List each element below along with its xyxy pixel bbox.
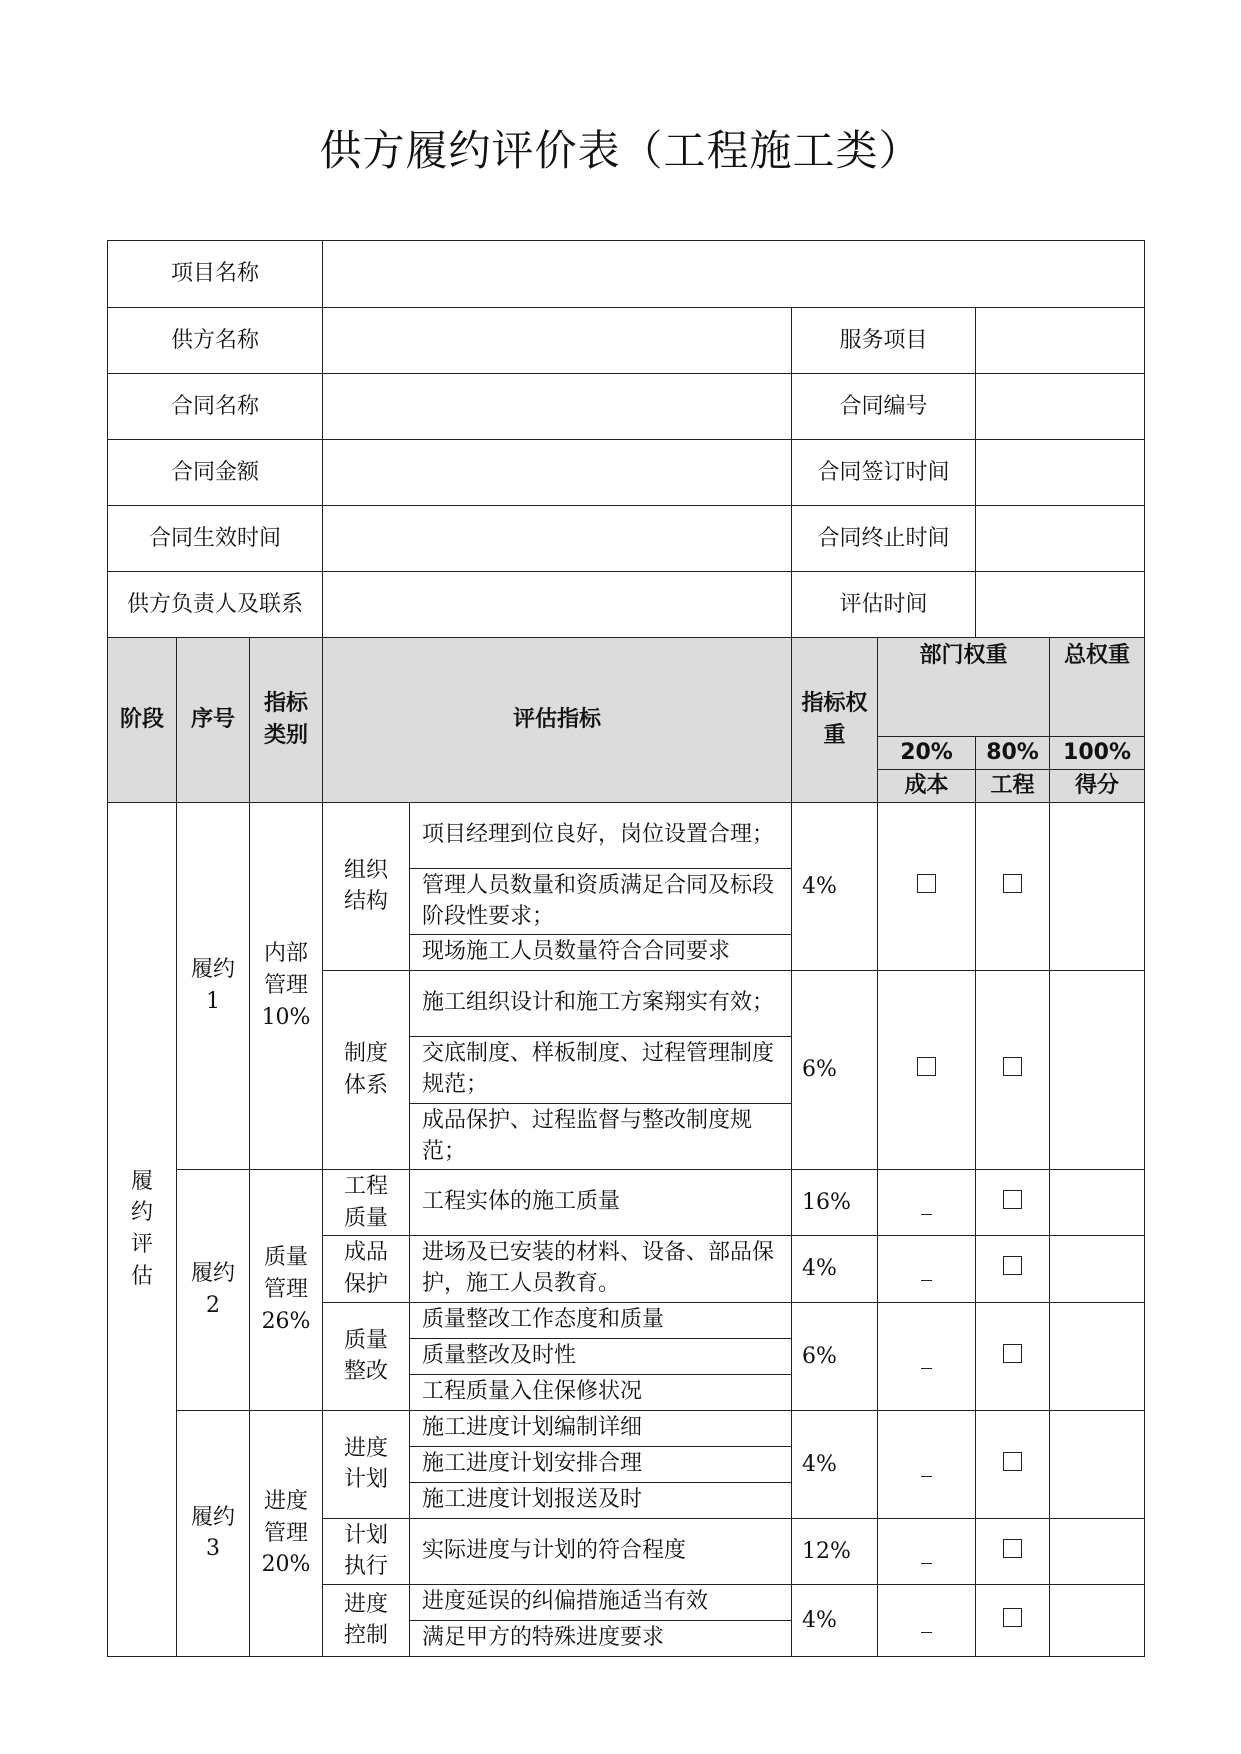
dash-icon — [921, 1280, 932, 1281]
indicator-item: 项目经理到位良好，岗位设置合理； — [410, 802, 792, 868]
group-category: 进度管理20% — [250, 1410, 323, 1656]
eng-mark[interactable] — [976, 1302, 1050, 1410]
header-seq: 序号 — [177, 638, 250, 803]
checkbox-icon[interactable] — [917, 1057, 936, 1076]
header-dept-weight: 部门权重 — [878, 638, 1050, 737]
dash-icon — [921, 1476, 932, 1477]
eng-mark[interactable] — [976, 1584, 1050, 1656]
score-cell[interactable] — [1050, 1410, 1145, 1518]
cost-mark[interactable] — [878, 1518, 976, 1584]
indicator-weight: 16% — [792, 1170, 878, 1236]
subgroup-name: 进度计划 — [323, 1410, 410, 1518]
indicator-weight: 6% — [792, 971, 878, 1170]
end-date-label: 合同终止时间 — [792, 506, 976, 572]
cost-mark[interactable] — [878, 1584, 976, 1656]
group-seq: 履约2 — [177, 1170, 250, 1411]
eng-mark[interactable] — [976, 1236, 1050, 1303]
eng-mark[interactable] — [976, 1170, 1050, 1236]
header-total-pct: 100% — [1050, 737, 1144, 770]
eng-mark[interactable] — [976, 1518, 1050, 1584]
indicator-item: 施工组织设计和施工方案翔实有效； — [410, 971, 792, 1037]
end-date-value[interactable] — [976, 506, 1145, 572]
indicator-item: 质量整改工作态度和质量 — [410, 1302, 792, 1338]
indicator-item: 进度延误的纠偏措施适当有效 — [410, 1584, 792, 1620]
header-indicator-weight: 指标权重 — [792, 638, 878, 803]
subgroup-name: 工程质量 — [323, 1170, 410, 1236]
eng-mark[interactable] — [976, 802, 1050, 970]
indicator-item: 现场施工人员数量符合合同要求 — [410, 935, 792, 971]
indicator-item: 进场及已安装的材料、设备、部品保护，施工人员教育。 — [410, 1236, 792, 1303]
indicator-weight: 6% — [792, 1302, 878, 1410]
indicator-weight: 12% — [792, 1518, 878, 1584]
indicator-weight: 4% — [792, 802, 878, 970]
score-cell[interactable] — [1050, 971, 1145, 1170]
dash-icon — [921, 1632, 932, 1633]
cost-mark[interactable] — [878, 971, 976, 1170]
contract-no-value[interactable] — [976, 374, 1145, 440]
subgroup-name: 质量整改 — [323, 1302, 410, 1410]
subgroup-name: 进度控制 — [323, 1584, 410, 1656]
project-name-value[interactable] — [323, 241, 1145, 308]
score-cell[interactable] — [1050, 802, 1145, 970]
subgroup-name: 计划执行 — [323, 1518, 410, 1584]
contract-amount-value[interactable] — [323, 440, 792, 506]
dash-icon — [921, 1368, 932, 1369]
checkbox-icon[interactable] — [1003, 1344, 1022, 1363]
project-name-label: 项目名称 — [108, 241, 323, 308]
header-cost-col — [878, 737, 976, 803]
subgroup-name: 成品保护 — [323, 1236, 410, 1303]
checkbox-icon[interactable] — [1003, 1057, 1022, 1076]
eval-date-label: 评估时间 — [792, 572, 976, 638]
subgroup-name: 制度体系 — [323, 971, 410, 1170]
indicator-item: 施工进度计划报送及时 — [410, 1482, 792, 1518]
effective-date-label: 合同生效时间 — [108, 506, 323, 572]
header-total-weight: 总权重 — [1050, 638, 1145, 737]
score-cell[interactable] — [1050, 1518, 1145, 1584]
eng-mark[interactable] — [976, 1410, 1050, 1518]
checkbox-icon[interactable] — [1003, 1452, 1022, 1471]
dash-icon — [921, 1214, 932, 1215]
indicator-item: 工程实体的施工质量 — [410, 1170, 792, 1236]
indicator-item: 施工进度计划编制详细 — [410, 1410, 792, 1446]
supplier-name-value[interactable] — [323, 308, 792, 374]
cost-mark[interactable] — [878, 802, 976, 970]
header-eng-pct: 80% — [976, 737, 1049, 770]
checkbox-icon[interactable] — [1003, 1539, 1022, 1558]
subgroup-name: 组织结构 — [323, 802, 410, 970]
indicator-item: 管理人员数量和资质满足合同及标段阶段性要求； — [410, 868, 792, 935]
eng-mark[interactable] — [976, 971, 1050, 1170]
dash-icon — [921, 1563, 932, 1564]
service-item-label: 服务项目 — [792, 308, 976, 374]
evaluation-table — [107, 240, 1145, 1657]
indicator-weight: 4% — [792, 1236, 878, 1303]
header-eng: 工程 — [990, 772, 1035, 798]
indicator-item: 成品保护、过程监督与整改制度规范； — [410, 1103, 792, 1170]
contract-name-value[interactable] — [323, 374, 792, 440]
service-item-value[interactable] — [976, 308, 1145, 374]
cost-mark[interactable] — [878, 1170, 976, 1236]
header-cost: 成本 — [904, 772, 949, 798]
indicator-item: 交底制度、样板制度、过程管理制度规范； — [410, 1037, 792, 1104]
contract-name-label: 合同名称 — [108, 374, 323, 440]
sign-date-label: 合同签订时间 — [792, 440, 976, 506]
checkbox-icon[interactable] — [1003, 1608, 1022, 1627]
header-cost-pct: 20% — [878, 737, 975, 770]
checkbox-icon[interactable] — [1003, 1190, 1022, 1209]
score-cell[interactable] — [1050, 1302, 1145, 1410]
eval-date-value[interactable] — [976, 572, 1145, 638]
document-title: 供方履约评价表（工程施工类） — [319, 126, 922, 175]
checkbox-icon[interactable] — [917, 874, 936, 893]
group-category: 内部管理10% — [250, 802, 323, 1170]
score-cell[interactable] — [1050, 1236, 1145, 1303]
group-seq: 履约1 — [177, 802, 250, 1170]
contract-no-label: 合同编号 — [792, 374, 976, 440]
contract-amount-label: 合同金额 — [108, 440, 323, 506]
header-score: 得分 — [1075, 772, 1120, 798]
indicator-item: 工程质量入住保修状况 — [410, 1374, 792, 1410]
header-indicator: 评估指标 — [323, 638, 792, 803]
stage-label: 履约评估 — [108, 802, 177, 1656]
effective-date-value[interactable] — [323, 506, 792, 572]
supplier-contact-value[interactable] — [323, 572, 792, 638]
indicator-item: 实际进度与计划的符合程度 — [410, 1518, 792, 1584]
cost-mark[interactable] — [878, 1410, 976, 1518]
header-eng-col — [976, 737, 1050, 803]
supplier-name-label: 供方名称 — [108, 308, 323, 374]
header-score-col — [1050, 737, 1145, 803]
indicator-weight: 4% — [792, 1410, 878, 1518]
supplier-contact-label: 供方负责人及联系 — [108, 572, 323, 638]
checkbox-icon[interactable] — [1003, 1256, 1022, 1275]
indicator-item: 质量整改及时性 — [410, 1338, 792, 1374]
group-seq: 履约3 — [177, 1410, 250, 1656]
header-stage: 阶段 — [108, 638, 177, 803]
cost-mark[interactable] — [878, 1302, 976, 1410]
cost-mark[interactable] — [878, 1236, 976, 1303]
sign-date-value[interactable] — [976, 440, 1145, 506]
checkbox-icon[interactable] — [1003, 874, 1022, 893]
score-cell[interactable] — [1050, 1584, 1145, 1656]
indicator-item: 满足甲方的特殊进度要求 — [410, 1620, 792, 1656]
header-indicator-type: 指标类别 — [250, 638, 323, 803]
indicator-weight: 4% — [792, 1584, 878, 1656]
score-cell[interactable] — [1050, 1170, 1145, 1236]
group-category: 质量管理26% — [250, 1170, 323, 1411]
indicator-item: 施工进度计划安排合理 — [410, 1446, 792, 1482]
